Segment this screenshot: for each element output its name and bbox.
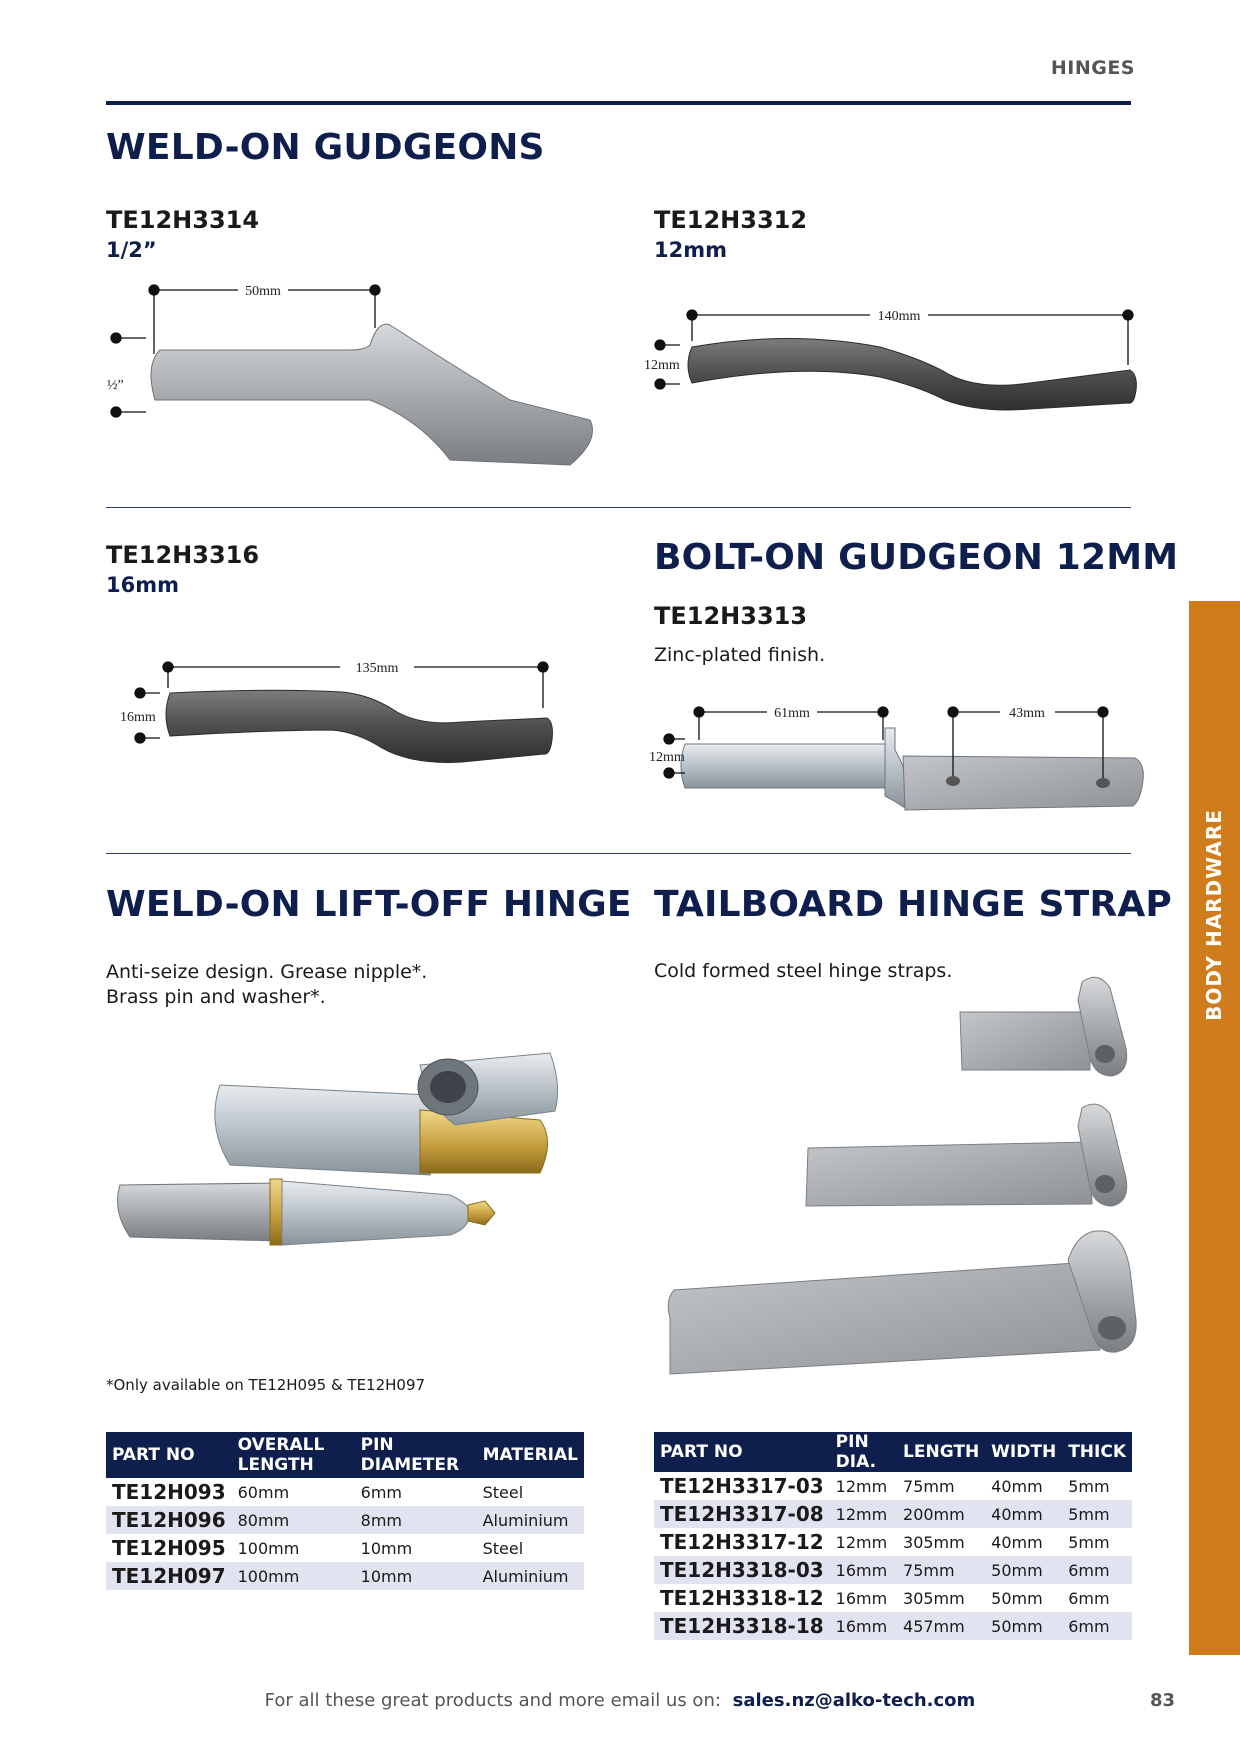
bolt-on-desc: Zinc-plated finish.	[654, 644, 826, 666]
header-rule	[106, 101, 1131, 105]
cell: Steel	[482, 1482, 524, 1502]
tailboard-table	[654, 1432, 1132, 1640]
cell: TE12H3317-03	[660, 1474, 824, 1498]
lift-off-hinge-title: WELD-ON LIFT-OFF HINGE	[106, 884, 632, 925]
section-label: HINGES	[1050, 57, 1135, 79]
table-row	[654, 1556, 1132, 1584]
lift-off-desc-2: Brass pin and washer*.	[106, 986, 326, 1008]
cell: 6mm	[1062, 1612, 1132, 1640]
cell: 80mm	[232, 1506, 355, 1534]
cell: 5mm	[1068, 1476, 1110, 1496]
tailboard-th-width: WIDTH	[985, 1432, 1062, 1472]
part-te12h3316: TE12H3316	[106, 541, 260, 569]
cell: 6mm	[360, 1482, 402, 1502]
tailboard-title: TAILBOARD HINGE STRAP	[654, 884, 1173, 925]
cell: TE12H3317-08	[654, 1500, 830, 1528]
cell: 5mm	[1062, 1500, 1132, 1528]
cell: 100mm	[232, 1562, 355, 1590]
sidebar-tab	[1189, 601, 1240, 1655]
cell: TE12H3318-12	[660, 1586, 824, 1610]
dim-te12h3314-length: 50mm	[245, 284, 281, 299]
dim-te12h3312-length: 140mm	[877, 309, 921, 324]
weld-on-gudgeons-title: WELD-ON GUDGEONS	[106, 127, 545, 168]
cell: 75mm	[903, 1476, 955, 1496]
cell: 40mm	[991, 1476, 1043, 1496]
cell: 10mm	[355, 1562, 477, 1590]
lift-off-th-pin: PIN DIAMETER	[355, 1432, 477, 1478]
lift-off-desc-1: Anti-seize design. Grease nipple*.	[106, 961, 428, 983]
tailboard-table-header	[654, 1432, 1132, 1472]
table-row	[106, 1534, 584, 1562]
cell: TE12H3318-03	[654, 1556, 830, 1584]
bolt-on-gudgeon-title: BOLT-ON GUDGEON 12MM	[654, 537, 1179, 578]
gudgeon-te12h3312-image	[644, 305, 1140, 415]
cell: 8mm	[355, 1506, 477, 1534]
cell: 6mm	[1068, 1588, 1110, 1608]
cell: 305mm	[903, 1532, 965, 1552]
cell: TE12H093	[112, 1480, 226, 1504]
lift-off-hinge-image	[110, 1045, 570, 1325]
cell: Aluminium	[477, 1562, 584, 1590]
cell: TE12H095	[112, 1536, 226, 1560]
cell: TE12H096	[106, 1506, 232, 1534]
gudgeon-te12h3313-image	[649, 700, 1145, 825]
cell: 12mm	[835, 1476, 888, 1496]
sidebar-label: BODY HARDWARE	[1202, 809, 1226, 1021]
size-te12h3314: 1/2”	[106, 238, 157, 262]
table-row	[106, 1478, 584, 1506]
cell: 5mm	[1068, 1532, 1110, 1552]
dim-te12h3313-holes: 43mm	[1009, 706, 1045, 721]
size-te12h3316: 16mm	[106, 573, 179, 597]
footer-email[interactable]: sales.nz@alko-tech.com	[732, 1690, 976, 1711]
divider-2	[106, 853, 1131, 854]
gudgeon-te12h3314-image	[100, 284, 610, 480]
cell: Steel	[482, 1538, 524, 1558]
cell: 16mm	[830, 1556, 897, 1584]
cell: 10mm	[360, 1538, 413, 1558]
cell: TE12H3317-12	[660, 1530, 824, 1554]
cell: TE12H097	[106, 1562, 232, 1590]
tailboard-th-pin: PIN DIA.	[830, 1432, 897, 1472]
tailboard-strap-image	[650, 970, 1140, 1380]
tailboard-th-thick: THICK	[1062, 1432, 1132, 1472]
part-te12h3312: TE12H3312	[654, 206, 808, 234]
cell: 12mm	[835, 1532, 888, 1552]
lift-off-note: *Only available on TE12H095 & TE12H097	[106, 1376, 426, 1394]
cell: 50mm	[985, 1612, 1062, 1640]
cell: 40mm	[985, 1500, 1062, 1528]
part-te12h3314: TE12H3314	[106, 206, 260, 234]
cell: TE12H3318-18	[654, 1612, 830, 1640]
footer-text: For all these great products and more email us on:	[264, 1690, 721, 1711]
lift-off-th-part: PART NO	[106, 1432, 232, 1478]
part-te12h3313: TE12H3313	[654, 602, 808, 630]
lift-off-th-length: OVERALL LENGTH	[232, 1432, 355, 1478]
cell: 6mm	[1062, 1556, 1132, 1584]
cell: 75mm	[897, 1556, 985, 1584]
tailboard-th-part: PART NO	[654, 1432, 830, 1472]
gudgeon-te12h3316-image	[112, 660, 562, 770]
dim-te12h3316-dia: 16mm	[120, 710, 156, 725]
footer	[0, 1690, 1240, 1711]
cell: 60mm	[237, 1482, 290, 1502]
cell: 12mm	[830, 1500, 897, 1528]
cell: 50mm	[991, 1588, 1043, 1608]
page-number: 83	[1150, 1690, 1176, 1711]
table-row	[654, 1500, 1132, 1528]
size-te12h3312: 12mm	[654, 238, 727, 262]
tailboard-th-length: LENGTH	[897, 1432, 985, 1472]
lift-off-th-material: MATERIAL	[477, 1432, 584, 1478]
cell: 16mm	[835, 1588, 888, 1608]
dim-te12h3313-dia: 12mm	[649, 750, 685, 765]
dim-te12h3314-dia: ½”	[107, 378, 124, 393]
table-row	[654, 1472, 1132, 1500]
lift-off-table	[106, 1432, 584, 1590]
cell: 457mm	[897, 1612, 985, 1640]
cell: 40mm	[991, 1532, 1043, 1552]
cell: 100mm	[237, 1538, 300, 1558]
table-row	[106, 1506, 584, 1534]
cell: 305mm	[903, 1588, 965, 1608]
cell: 50mm	[985, 1556, 1062, 1584]
lift-off-table-header	[106, 1432, 584, 1478]
dim-te12h3316-length: 135mm	[355, 661, 399, 676]
cell: 200mm	[897, 1500, 985, 1528]
table-row	[654, 1528, 1132, 1556]
dim-te12h3312-dia: 12mm	[644, 358, 680, 373]
divider-1	[106, 507, 1131, 508]
table-row	[106, 1562, 584, 1590]
dim-te12h3313-pin: 61mm	[774, 706, 810, 721]
tailboard-desc: Cold formed steel hinge straps.	[654, 960, 953, 982]
table-row	[654, 1584, 1132, 1612]
cell: 16mm	[830, 1612, 897, 1640]
table-row	[654, 1612, 1132, 1640]
cell: Aluminium	[477, 1506, 584, 1534]
